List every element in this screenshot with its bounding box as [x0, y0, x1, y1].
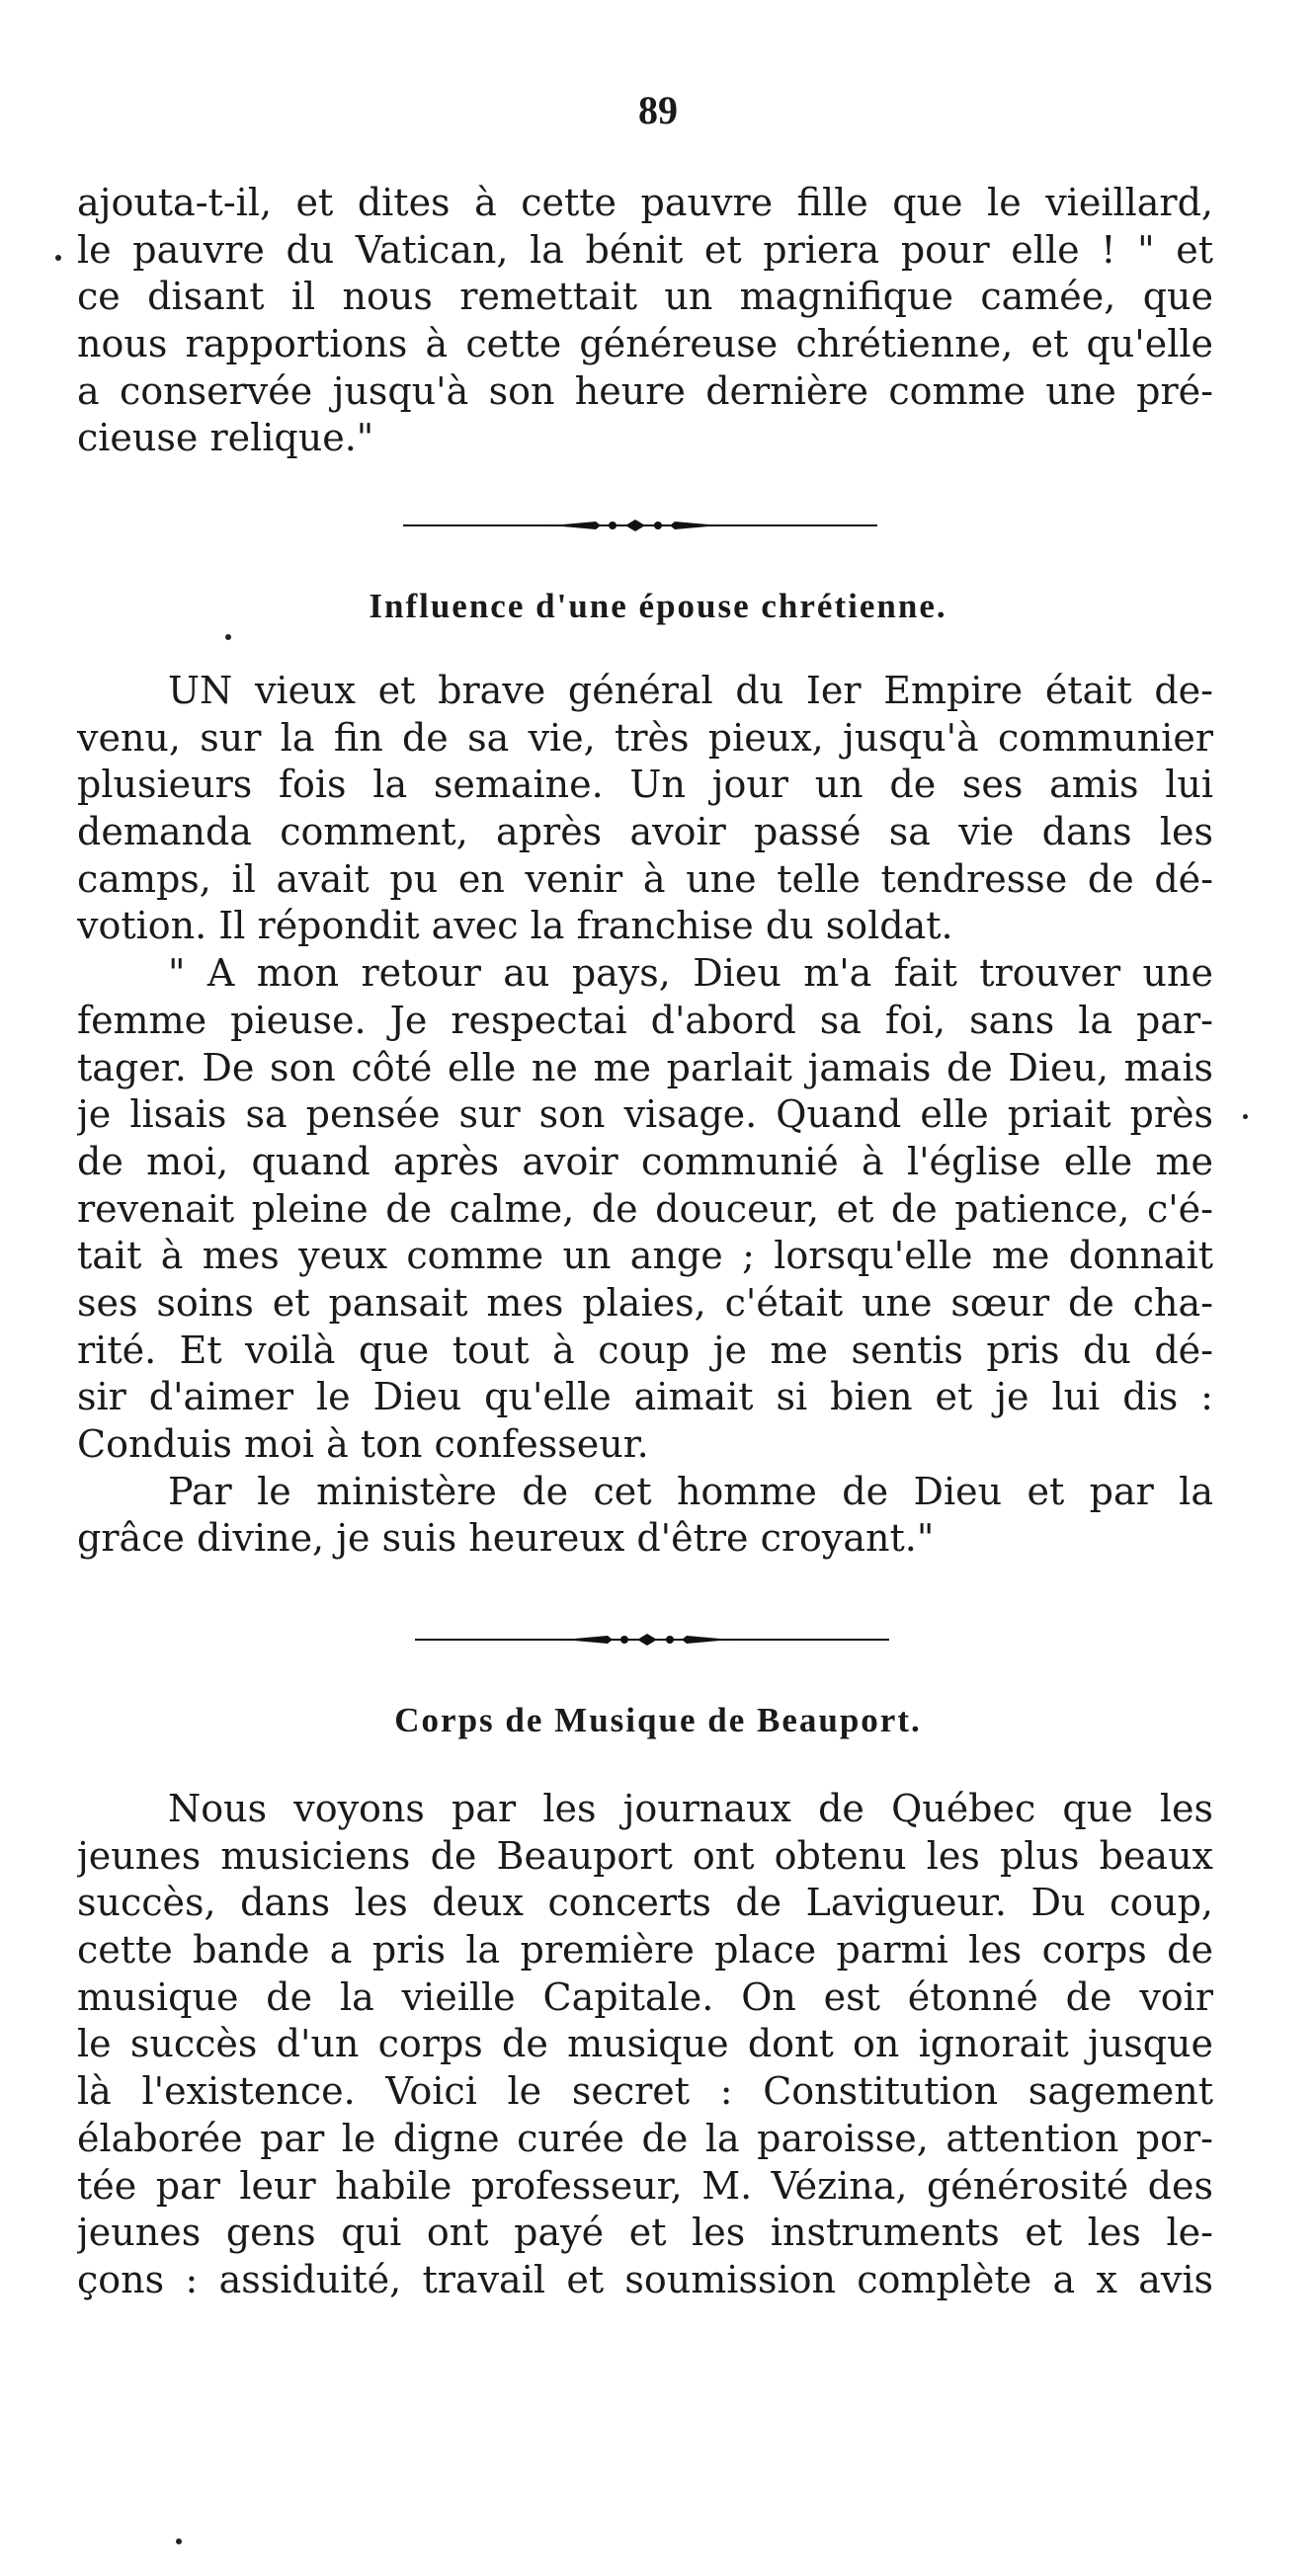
text-line: jeunes gens qui ont payé et les instruments et les le-: [77, 2211, 1213, 2255]
text-line: de moi, quand après avoir communié à l'église elle me: [77, 1139, 1213, 1183]
section-heading: Corps de Musique de Beauport.: [394, 1701, 922, 1739]
page-number: 89: [638, 88, 678, 132]
article-body: [77, 1786, 1213, 2304]
text-line: tée par leur habile professeur, M. Vézina, générosité des: [77, 2163, 1213, 2208]
text-line: nous rapportions à cette généreuse chrétienne, et qu'elle: [77, 322, 1213, 366]
text-line: " A mon retour au pays, Dieu m'a fait trouver une: [168, 951, 1213, 996]
print-speck: [55, 255, 61, 261]
section-divider-ornament: [403, 516, 877, 535]
section-divider-ornament: [415, 1630, 889, 1650]
text-line: musique de la vieille Capitale. On est étonné de voir: [77, 1974, 1213, 2019]
text-line: élaborée par le digne curée de la paroisse, attention por-: [77, 2116, 1213, 2160]
text-line: Nous voyons par les journaux de Québec que les: [168, 1787, 1213, 1830]
text-line: grâce divine, je suis heureux d'être croyant.": [77, 1516, 935, 1561]
print-speck: [1243, 1114, 1248, 1119]
text-line: jeunes musiciens de Beauport ont obtenu les plus beaux: [77, 1833, 1213, 1878]
text-line: le pauvre du Vatican, la bénit et priera pour elle ! " et: [77, 227, 1213, 272]
text-line: camps, il avait pu en venir à une telle tendresse de dé-: [77, 856, 1213, 901]
text-line: je lisais sa pensée sur son visage. Quand elle priait près: [77, 1092, 1213, 1137]
text-line: succès, dans les deux concerts de Lavigueur. Du coup,: [77, 1881, 1213, 1925]
paragraph-continuation: [77, 180, 1213, 462]
text-line: UN vieux et brave général du Ier Empire était de-: [168, 669, 1213, 712]
print-speck: [225, 634, 231, 640]
text-line: cieuse relique.": [77, 416, 374, 460]
text-line: revenait pleine de calme, de douceur, et de patience, c'é-: [77, 1186, 1213, 1231]
text-line: Par le ministère de cet homme de Dieu et par la: [168, 1469, 1213, 1513]
section-heading: Influence d'une épouse chrétienne.: [369, 587, 947, 625]
text-line: femme pieuse. Je respectai d'abord sa foi, sans la par-: [77, 998, 1213, 1042]
text-line: venu, sur la fin de sa vie, très pieux, jusqu'à communier: [77, 715, 1213, 760]
text-line: tager. De son côté elle ne me parlait jamais de Dieu, mais: [77, 1045, 1213, 1089]
text-line: le succès d'un corps de musique dont on ignorait jusque: [77, 2022, 1213, 2066]
text-line: plusieurs fois la semaine. Un jour un de ses amis lui: [77, 763, 1213, 807]
text-line: çons : assiduité, travail et soumission complète a x avis: [77, 2257, 1213, 2301]
text-line: cette bande a pris la première place parmi les corps de: [77, 1928, 1213, 1972]
text-line: votion. Il répondit avec la franchise du soldat.: [77, 904, 953, 948]
text-line: ajouta-t-il, et dites à cette pauvre fille que le vieillard,: [77, 181, 1213, 224]
text-line: tait à mes yeux comme un ange ; lorsqu'elle me donnait: [77, 1234, 1213, 1278]
print-speck: [176, 2538, 182, 2544]
text-line: ce disant il nous remettait un magnifique camée, que: [77, 275, 1213, 319]
text-line: rité. Et voilà que tout à coup je me sentis pris du dé-: [77, 1328, 1213, 1372]
text-line: Conduis moi à ton confesseur.: [77, 1422, 649, 1466]
text-line: sir d'aimer le Dieu qu'elle aimait si bien et je lui dis :: [77, 1375, 1213, 1419]
text-line: a conservée jusqu'à son heure dernière comme une pré-: [77, 368, 1213, 413]
text-line: là l'existence. Voici le secret : Constitution sagement: [77, 2069, 1213, 2114]
text-line: ses soins et pansait mes plaies, c'était une sœur de cha-: [77, 1280, 1213, 1325]
article-body: [77, 668, 1213, 1563]
text-line: demanda comment, après avoir passé sa vie dans les: [77, 810, 1213, 854]
